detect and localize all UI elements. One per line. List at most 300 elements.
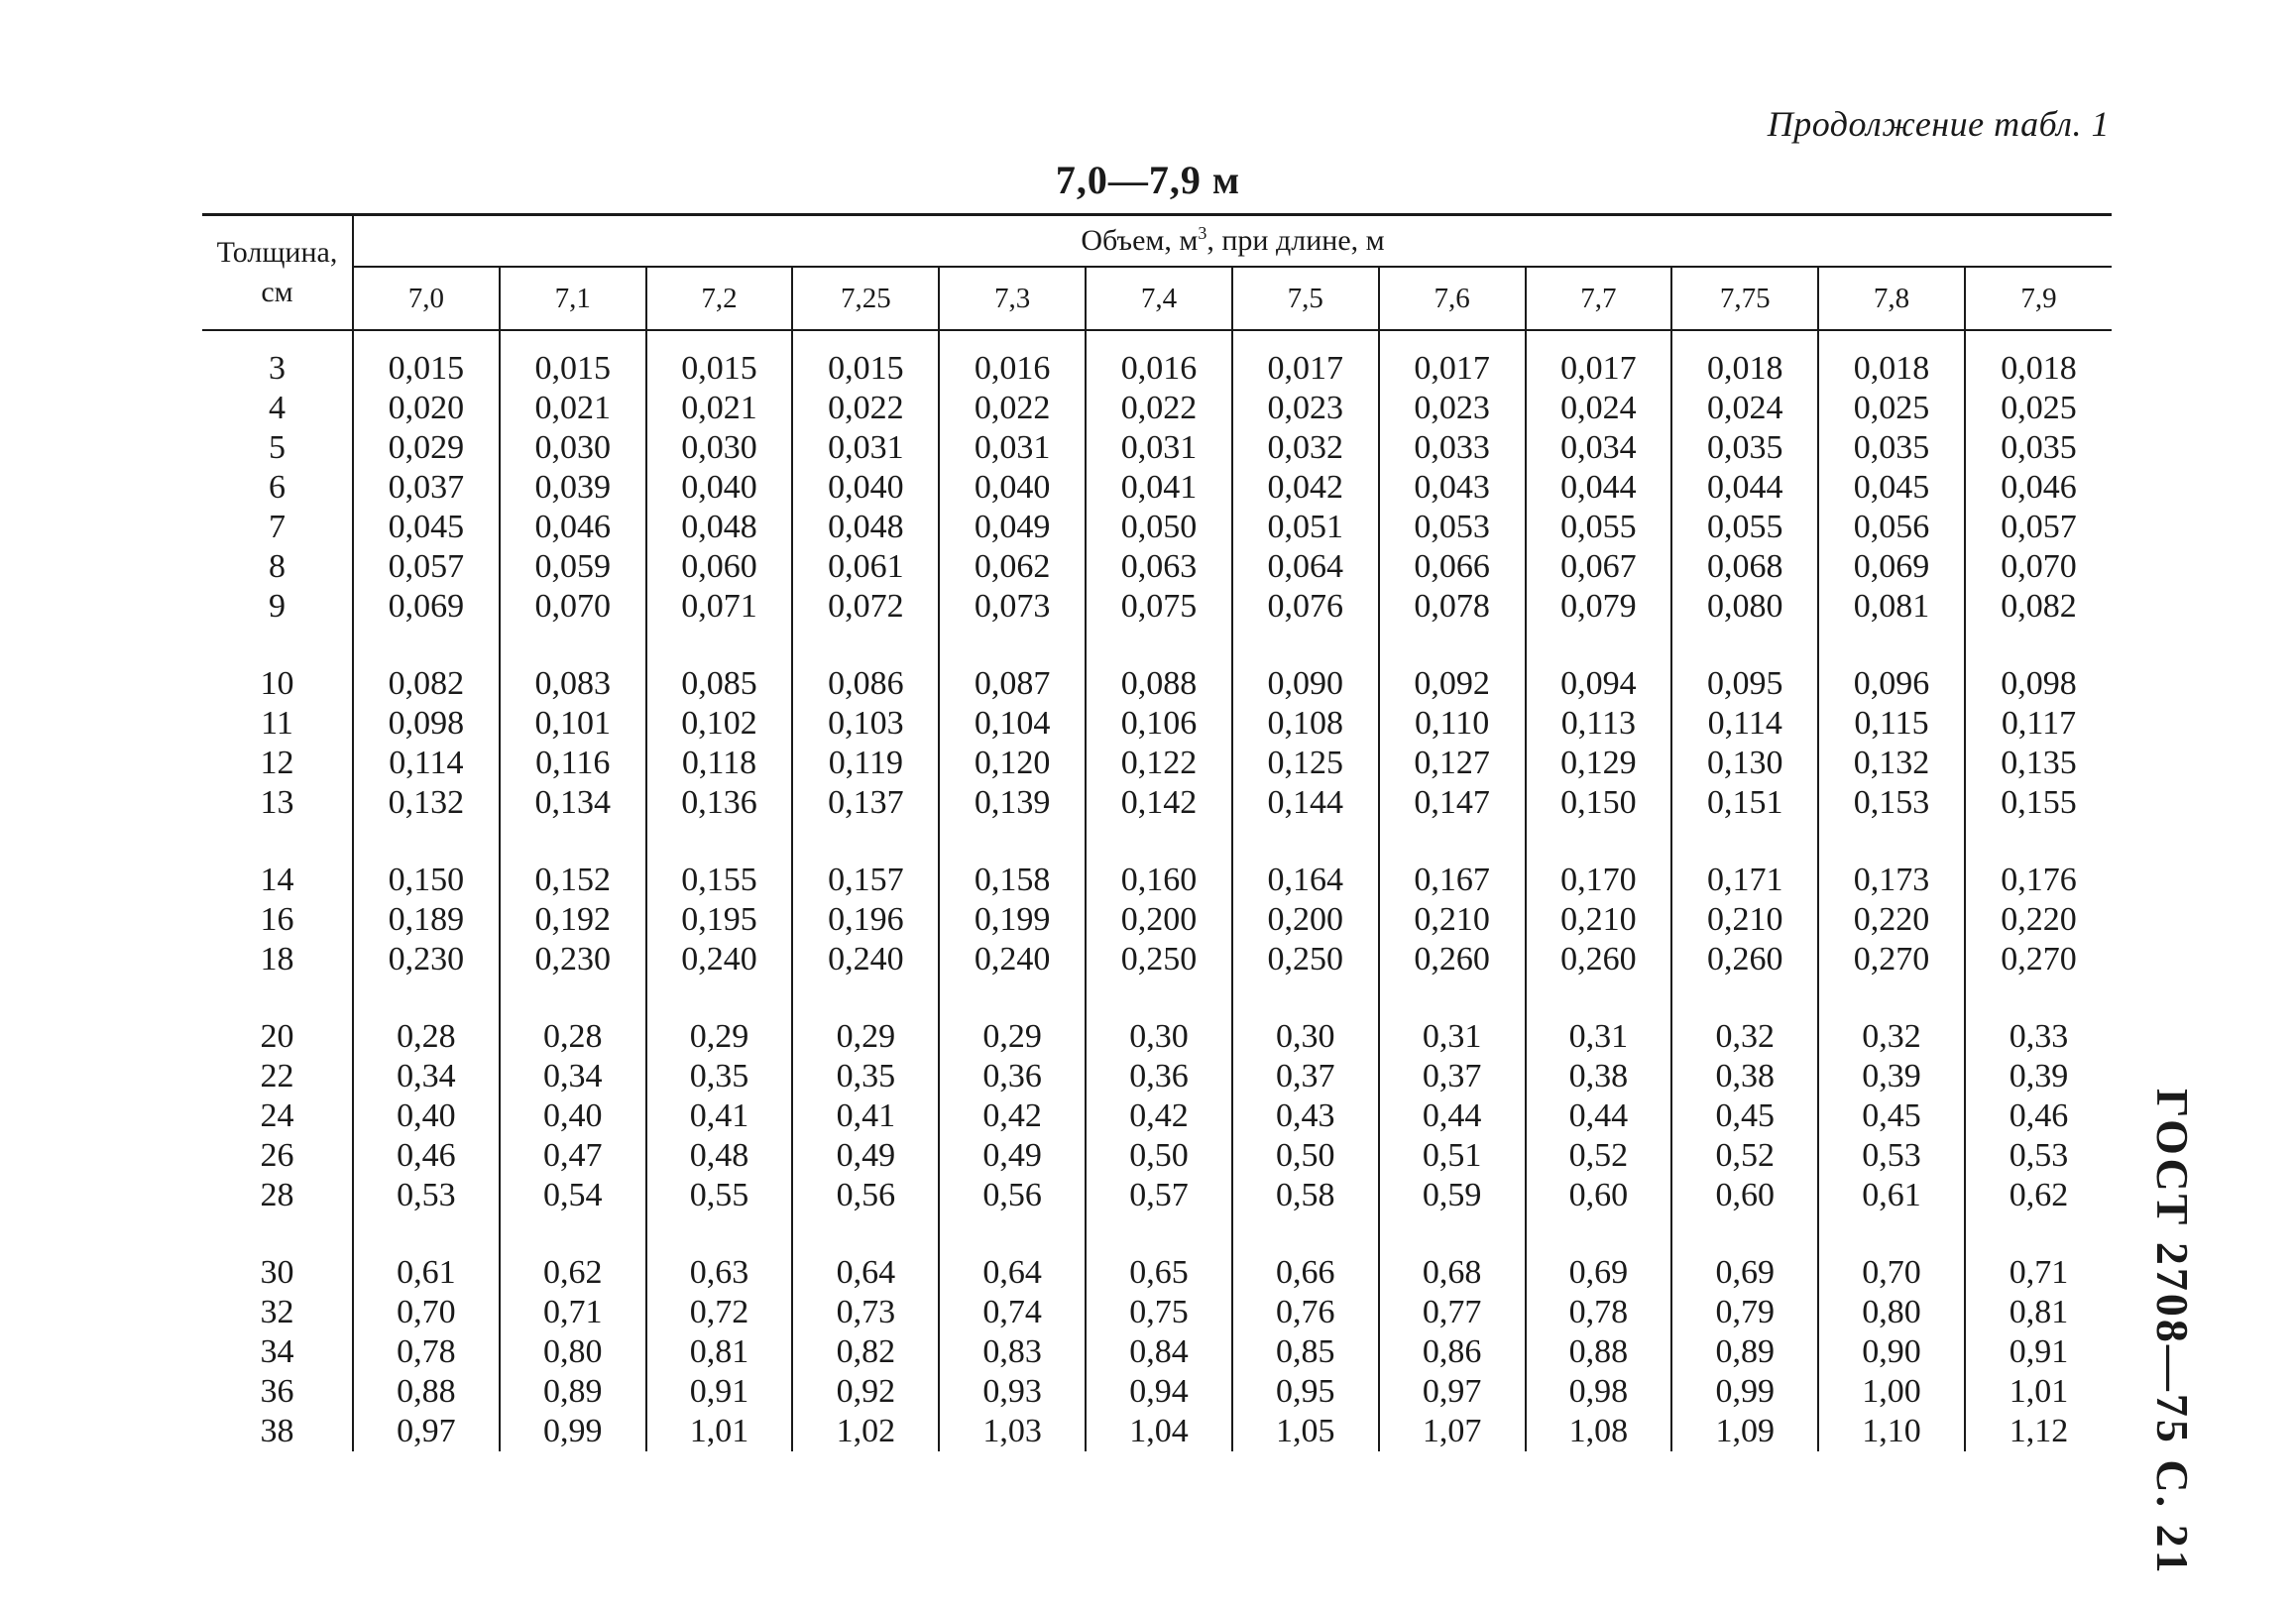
spacer-cell [1965,627,2112,664]
volume-cell: 0,066 [1379,547,1526,587]
volume-cell: 0,035 [1818,428,1965,468]
volume-cell: 0,240 [792,940,939,979]
length-header-cell: 7,0 [353,267,500,330]
volume-cell: 0,040 [646,468,793,508]
spacer-cell [1379,330,1526,349]
volume-cell: 0,075 [1086,587,1232,627]
volume-cell: 0,153 [1818,783,1965,823]
volume-cell: 0,57 [1086,1176,1232,1215]
volume-cell: 1,07 [1379,1412,1526,1451]
volume-cell: 0,094 [1526,664,1672,704]
thickness-cell: 11 [261,705,293,742]
volume-cell: 0,73 [792,1293,939,1332]
volume-cell: 0,35 [646,1057,793,1096]
table-row [202,1136,2112,1176]
volume-cell: 0,061 [792,547,939,587]
volume-cell: 0,044 [1526,468,1672,508]
table-row [202,1017,2112,1057]
volume-cell: 0,77 [1379,1293,1526,1332]
table-row [202,900,2112,940]
volume-cell: 0,86 [1379,1332,1526,1372]
volume-cell: 0,087 [939,664,1086,704]
spacer-cell [202,330,353,349]
volume-cell: 0,68 [1379,1253,1526,1293]
length-header-cell: 7,25 [792,267,939,330]
volume-cell: 0,63 [646,1253,793,1293]
volume-cell: 0,30 [1086,1017,1232,1057]
spacer-cell [1671,979,1818,1017]
volume-cell: 0,132 [1818,744,1965,783]
volume-cell: 1,01 [646,1412,793,1451]
volume-cell: 0,40 [353,1096,500,1136]
spacer-cell [1232,627,1379,664]
volume-cell: 0,99 [1671,1372,1818,1412]
volume-cell: 0,157 [792,861,939,900]
volume-cell: 0,48 [646,1136,793,1176]
volume-header-sup: 3 [1198,223,1207,243]
thickness-cell: 5 [269,429,286,466]
thickness-cell: 36 [260,1373,294,1410]
volume-cell: 0,97 [353,1412,500,1451]
volume-cell: 0,41 [646,1096,793,1136]
volume-cell: 0,035 [1671,428,1818,468]
volume-cell: 0,64 [939,1253,1086,1293]
volume-cell: 0,122 [1086,744,1232,783]
volume-cell: 0,95 [1232,1372,1379,1412]
volume-cell: 0,89 [1671,1332,1818,1372]
volume-cell: 0,58 [1232,1176,1379,1215]
volume-cell: 0,096 [1818,664,1965,704]
section-title: 7,0—7,9 м [1055,158,1241,202]
volume-cell: 0,031 [939,428,1086,468]
volume-cell: 0,66 [1232,1253,1379,1293]
volume-cell: 0,31 [1526,1017,1672,1057]
volume-cell: 0,113 [1526,704,1672,744]
thickness-cell: 22 [260,1058,294,1094]
volume-cell: 0,136 [646,783,793,823]
volume-cell: 0,196 [792,900,939,940]
thickness-header [202,215,353,331]
volume-cell: 0,147 [1379,783,1526,823]
volume-cell: 0,023 [1379,389,1526,428]
table-row [202,744,2112,783]
row-spacer [202,979,2112,1017]
spacer-cell [500,979,646,1017]
volume-cell: 0,064 [1232,547,1379,587]
volume-cell: 0,51 [1379,1136,1526,1176]
spacer-cell [353,979,500,1017]
volume-cell: 0,031 [792,428,939,468]
volume-cell: 0,240 [939,940,1086,979]
volume-cell: 0,083 [500,664,646,704]
volume-cell: 0,40 [500,1096,646,1136]
thickness-cell: 7 [269,509,286,545]
volume-cell: 0,045 [1818,468,1965,508]
volume-cell: 0,32 [1818,1017,1965,1057]
volume-cell: 0,52 [1671,1136,1818,1176]
spacer-cell [1526,823,1672,861]
spacer-cell [939,627,1086,664]
volume-cell: 0,91 [646,1372,793,1412]
volume-cell: 0,61 [353,1253,500,1293]
volume-cell: 0,114 [353,744,500,783]
volume-cell: 0,53 [1818,1136,1965,1176]
volume-cell: 0,114 [1671,704,1818,744]
thickness-cell: 24 [260,1097,294,1134]
volume-cell: 0,34 [353,1057,500,1096]
volume-cell: 0,137 [792,783,939,823]
volume-cell: 0,022 [792,389,939,428]
volume-cell: 0,021 [646,389,793,428]
volume-cell: 0,082 [353,664,500,704]
thickness-cell: 18 [260,941,294,978]
table-row [202,1372,2112,1412]
volume-header [353,215,2112,268]
volume-cell: 0,45 [1818,1096,1965,1136]
volume-cell: 0,048 [646,508,793,547]
table-row [202,940,2112,979]
table-row [202,1293,2112,1332]
length-header-cell: 7,3 [939,267,1086,330]
volume-cell: 0,210 [1671,900,1818,940]
volume-cell: 0,35 [792,1057,939,1096]
volume-cell: 0,38 [1526,1057,1672,1096]
volume-cell: 0,125 [1232,744,1379,783]
volume-cell: 0,36 [1086,1057,1232,1096]
spacer-cell [353,627,500,664]
volume-cell: 0,91 [1965,1332,2112,1372]
spacer-cell [1965,979,2112,1017]
volume-cell: 0,60 [1671,1176,1818,1215]
volume-cell: 0,62 [1965,1176,2112,1215]
volume-cell: 0,158 [939,861,1086,900]
volume-cell: 0,095 [1671,664,1818,704]
page-code: ГОСТ 2708—75 С. 21 [2147,1089,2198,1576]
volume-cell: 0,015 [353,349,500,389]
thickness-cell: 20 [260,1018,294,1055]
volume-cell: 0,120 [939,744,1086,783]
volume-cell: 1,00 [1818,1372,1965,1412]
volume-cell: 0,230 [500,940,646,979]
volume-cell: 0,046 [1965,468,2112,508]
table-row [202,389,2112,428]
volume-cell: 0,039 [500,468,646,508]
thickness-cell: 8 [269,548,286,585]
volume-cell: 1,03 [939,1412,1086,1451]
spacer-cell [1526,1215,1672,1253]
spacer-cell [792,823,939,861]
spacer-cell [1232,823,1379,861]
volume-cell: 0,070 [500,587,646,627]
volume-cell: 0,200 [1232,900,1379,940]
volume-cell: 0,37 [1232,1057,1379,1096]
volume-cell: 1,08 [1526,1412,1672,1451]
volume-cell: 0,057 [1965,508,2112,547]
thickness-cell: 34 [260,1333,294,1370]
volume-cell: 0,042 [1232,468,1379,508]
table-row [202,1332,2112,1372]
volume-cell: 0,92 [792,1372,939,1412]
volume-cell: 0,017 [1379,349,1526,389]
volume-cell: 0,43 [1232,1096,1379,1136]
spacer-cell [1526,627,1672,664]
volume-table [202,213,2112,1451]
volume-cell: 0,063 [1086,547,1232,587]
table-row [202,1057,2112,1096]
volume-cell: 0,39 [1818,1057,1965,1096]
volume-cell: 0,015 [500,349,646,389]
spacer-cell [939,1215,1086,1253]
volume-cell: 0,84 [1086,1332,1232,1372]
volume-cell: 0,020 [353,389,500,428]
volume-cell: 0,150 [353,861,500,900]
table-row [202,508,2112,547]
length-header-cell: 7,9 [1965,267,2112,330]
volume-cell: 0,173 [1818,861,1965,900]
spacer-cell [1379,1215,1526,1253]
volume-cell: 0,56 [792,1176,939,1215]
volume-cell: 0,29 [939,1017,1086,1057]
volume-cell: 0,017 [1232,349,1379,389]
table-body [202,330,2112,1451]
spacer-cell [1086,330,1232,349]
volume-cell: 0,85 [1232,1332,1379,1372]
volume-cell: 0,071 [646,587,793,627]
volume-cell: 0,210 [1526,900,1672,940]
volume-cell: 0,70 [353,1293,500,1332]
table-row [202,861,2112,900]
volume-cell: 0,55 [646,1176,793,1215]
volume-cell: 0,38 [1671,1057,1818,1096]
volume-cell: 0,018 [1818,349,1965,389]
table-row [202,468,2112,508]
volume-cell: 1,09 [1671,1412,1818,1451]
volume-cell: 0,101 [500,704,646,744]
volume-cell: 0,086 [792,664,939,704]
volume-cell: 0,040 [792,468,939,508]
volume-cell: 0,36 [939,1057,1086,1096]
spacer-cell [1379,823,1526,861]
spacer-cell [1086,979,1232,1017]
volume-cell: 0,98 [1526,1372,1672,1412]
volume-cell: 0,30 [1232,1017,1379,1057]
volume-cell: 0,024 [1671,389,1818,428]
spacer-cell [1086,1215,1232,1253]
thickness-cell: 28 [260,1177,294,1213]
volume-cell: 0,69 [1526,1253,1672,1293]
volume-cell: 0,035 [1965,428,2112,468]
spacer-cell [500,1215,646,1253]
volume-cell: 0,069 [353,587,500,627]
spacer-cell [646,1215,793,1253]
volume-cell: 0,34 [500,1057,646,1096]
length-header-cell: 7,5 [1232,267,1379,330]
volume-cell: 0,88 [353,1372,500,1412]
volume-cell: 0,025 [1965,389,2112,428]
volume-cell: 0,260 [1379,940,1526,979]
volume-cell: 0,28 [500,1017,646,1057]
volume-cell: 0,33 [1965,1017,2112,1057]
spacer-cell [646,330,793,349]
table-row [202,587,2112,627]
volume-cell: 0,151 [1671,783,1818,823]
thickness-cell: 10 [260,665,294,702]
continuation-caption: Продолжение табл. 1 [1767,104,2110,144]
volume-cell: 0,049 [939,508,1086,547]
volume-cell: 0,32 [1671,1017,1818,1057]
volume-cell: 0,220 [1818,900,1965,940]
volume-cell: 0,69 [1671,1253,1818,1293]
volume-cell: 0,023 [1232,389,1379,428]
volume-cell: 0,56 [939,1176,1086,1215]
volume-cell: 0,29 [792,1017,939,1057]
volume-cell: 0,89 [500,1372,646,1412]
table-row [202,704,2112,744]
volume-cell: 0,050 [1086,508,1232,547]
volume-cell: 0,116 [500,744,646,783]
thickness-cell: 3 [269,350,286,387]
spacer-cell [792,627,939,664]
table-row [202,783,2112,823]
spacer-cell [1526,979,1672,1017]
volume-cell: 0,043 [1379,468,1526,508]
length-header-row [202,267,2112,330]
volume-header-prefix: Объем, м [1081,224,1199,257]
length-header-cell: 7,6 [1379,267,1526,330]
volume-cell: 0,80 [500,1332,646,1372]
thickness-cell: 26 [260,1137,294,1174]
volume-cell: 0,142 [1086,783,1232,823]
volume-cell: 0,127 [1379,744,1526,783]
volume-cell: 0,021 [500,389,646,428]
volume-cell: 0,53 [1965,1136,2112,1176]
volume-cell: 0,056 [1818,508,1965,547]
spacer-cell [1965,330,2112,349]
volume-cell: 0,062 [939,547,1086,587]
volume-cell: 0,42 [939,1096,1086,1136]
thickness-cell: 13 [260,784,294,821]
spacer-cell [353,823,500,861]
volume-cell: 0,082 [1965,587,2112,627]
spacer-cell [353,1215,500,1253]
volume-cell: 0,176 [1965,861,2112,900]
volume-cell: 0,270 [1818,940,1965,979]
volume-cell: 0,048 [792,508,939,547]
volume-cell: 0,115 [1818,704,1965,744]
volume-cell: 0,037 [353,468,500,508]
spacer-cell [353,330,500,349]
length-header-cell: 7,7 [1526,267,1672,330]
volume-cell: 0,270 [1965,940,2112,979]
volume-cell: 0,160 [1086,861,1232,900]
volume-cell: 0,030 [646,428,793,468]
length-header-cell: 7,8 [1818,267,1965,330]
volume-cell: 0,54 [500,1176,646,1215]
volume-cell: 0,200 [1086,900,1232,940]
volume-cell: 0,195 [646,900,793,940]
volume-cell: 0,130 [1671,744,1818,783]
volume-cell: 0,29 [646,1017,793,1057]
volume-cell: 0,155 [1965,783,2112,823]
spacer-cell [1671,1215,1818,1253]
spacer-cell [202,1215,353,1253]
volume-cell: 0,78 [1526,1293,1672,1332]
volume-cell: 0,75 [1086,1293,1232,1332]
volume-cell: 0,090 [1232,664,1379,704]
volume-cell: 0,119 [792,744,939,783]
volume-cell: 0,192 [500,900,646,940]
volume-cell: 0,016 [939,349,1086,389]
thickness-cell: 38 [260,1413,294,1449]
volume-cell: 0,117 [1965,704,2112,744]
volume-cell: 0,74 [939,1293,1086,1332]
spacer-cell [1232,330,1379,349]
volume-cell: 1,12 [1965,1412,2112,1451]
volume-cell: 0,71 [1965,1253,2112,1293]
volume-cell: 0,61 [1818,1176,1965,1215]
thickness-header-line1: Толщина, [216,236,338,269]
volume-cell: 0,078 [1379,587,1526,627]
volume-cell: 0,37 [1379,1057,1526,1096]
volume-cell: 1,10 [1818,1412,1965,1451]
spacer-cell [500,627,646,664]
volume-cell: 0,072 [792,587,939,627]
volume-cell: 0,041 [1086,468,1232,508]
length-header-cell: 7,1 [500,267,646,330]
thickness-header-line2: см [261,276,293,308]
row-spacer [202,627,2112,664]
volume-cell: 0,97 [1379,1372,1526,1412]
volume-cell: 0,80 [1818,1293,1965,1332]
volume-cell: 0,069 [1818,547,1965,587]
volume-cell: 0,79 [1671,1293,1818,1332]
volume-cell: 0,106 [1086,704,1232,744]
volume-cell: 0,49 [939,1136,1086,1176]
volume-cell: 0,040 [939,468,1086,508]
volume-cell: 0,171 [1671,861,1818,900]
volume-cell: 0,41 [792,1096,939,1136]
volume-cell: 0,044 [1671,468,1818,508]
thickness-cell: 6 [269,469,286,506]
table-row [202,1253,2112,1293]
volume-cell: 0,070 [1965,547,2112,587]
volume-cell: 1,05 [1232,1412,1379,1451]
volume-cell: 0,220 [1965,900,2112,940]
volume-cell: 0,189 [353,900,500,940]
volume-cell: 0,88 [1526,1332,1672,1372]
thickness-cell: 30 [260,1254,294,1291]
volume-cell: 0,103 [792,704,939,744]
spacer-cell [202,823,353,861]
volume-cell: 0,024 [1526,389,1672,428]
volume-cell: 0,132 [353,783,500,823]
spacer-cell [646,627,793,664]
volume-cell: 0,47 [500,1136,646,1176]
spacer-cell [1818,1215,1965,1253]
thickness-cell: 12 [260,745,294,781]
volume-cell: 0,110 [1379,704,1526,744]
volume-cell: 0,44 [1526,1096,1672,1136]
volume-cell: 0,31 [1379,1017,1526,1057]
volume-cell: 0,104 [939,704,1086,744]
row-spacer [202,1215,2112,1253]
volume-cell: 0,033 [1379,428,1526,468]
spacer-cell [1965,1215,2112,1253]
spacer-cell [500,330,646,349]
volume-cell: 1,01 [1965,1372,2112,1412]
volume-cell: 0,62 [500,1253,646,1293]
row-spacer [202,823,2112,861]
